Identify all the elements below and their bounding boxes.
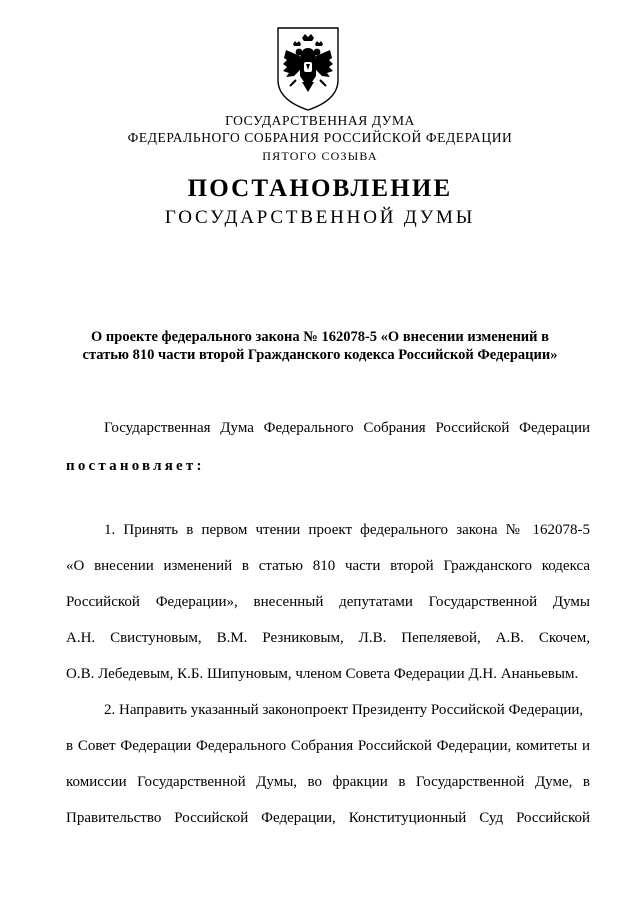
coat-of-arms-icon — [274, 24, 342, 112]
body-line-5: О.В. Лебедевым, К.Б. Шипуновым, членом Совета Федерации Д.Н. Ананьевым. — [66, 666, 579, 682]
header-line-3: ПЯТОГО СОЗЫВА — [262, 149, 378, 163]
preamble-text: Государственная Дума Федерального Собрания Российской Федерации — [104, 420, 590, 436]
body-line-3: Российской Федерации», внесенный депутатами Государственной Думы — [66, 594, 590, 610]
subject-line-1: О проекте федерального закона № 162078-5 «О внесении изменений в — [91, 329, 549, 345]
body-line-4: А.Н. Свистуновым, В.М. Резниковым, Л.В. Пепеляевой, А.В. Скочем, — [66, 630, 590, 646]
body-line-1: 1. Принять в первом чтении проект федерального закона № 162078-5 — [104, 522, 590, 538]
body-line-6: 2. Направить указанный законопроект Президенту Российской Федерации, — [104, 702, 584, 718]
resolves-word: постановляет: — [66, 458, 205, 474]
header-line-2: ФЕДЕРАЛЬНОГО СОБРАНИЯ РОССИЙСКОЙ ФЕДЕРАЦИИ — [127, 130, 513, 145]
document-subtitle: ГОСУДАРСТВЕННОЙ ДУМЫ — [164, 207, 476, 228]
header-line-1: ГОСУДАРСТВЕННАЯ ДУМА — [225, 113, 415, 128]
document-title: ПОСТАНОВЛЕНИЕ — [187, 175, 453, 202]
body-line-9: Правительство Российской Федерации, Конституционный Суд Российской — [66, 810, 590, 826]
body-line-2: «О внесении изменений в статью 810 части второй Гражданского кодекса — [66, 558, 590, 574]
body-line-8: комиссии Государственной Думы, во фракции в Государственной Думе, в — [66, 774, 590, 790]
subject-line-2: статью 810 части второй Гражданского кодекса Российской Федерации» — [82, 347, 558, 363]
subject-block — [60, 328, 580, 364]
body-line-7: в Совет Федерации Федерального Собрания Российской Федерации, комитеты и — [66, 738, 590, 754]
